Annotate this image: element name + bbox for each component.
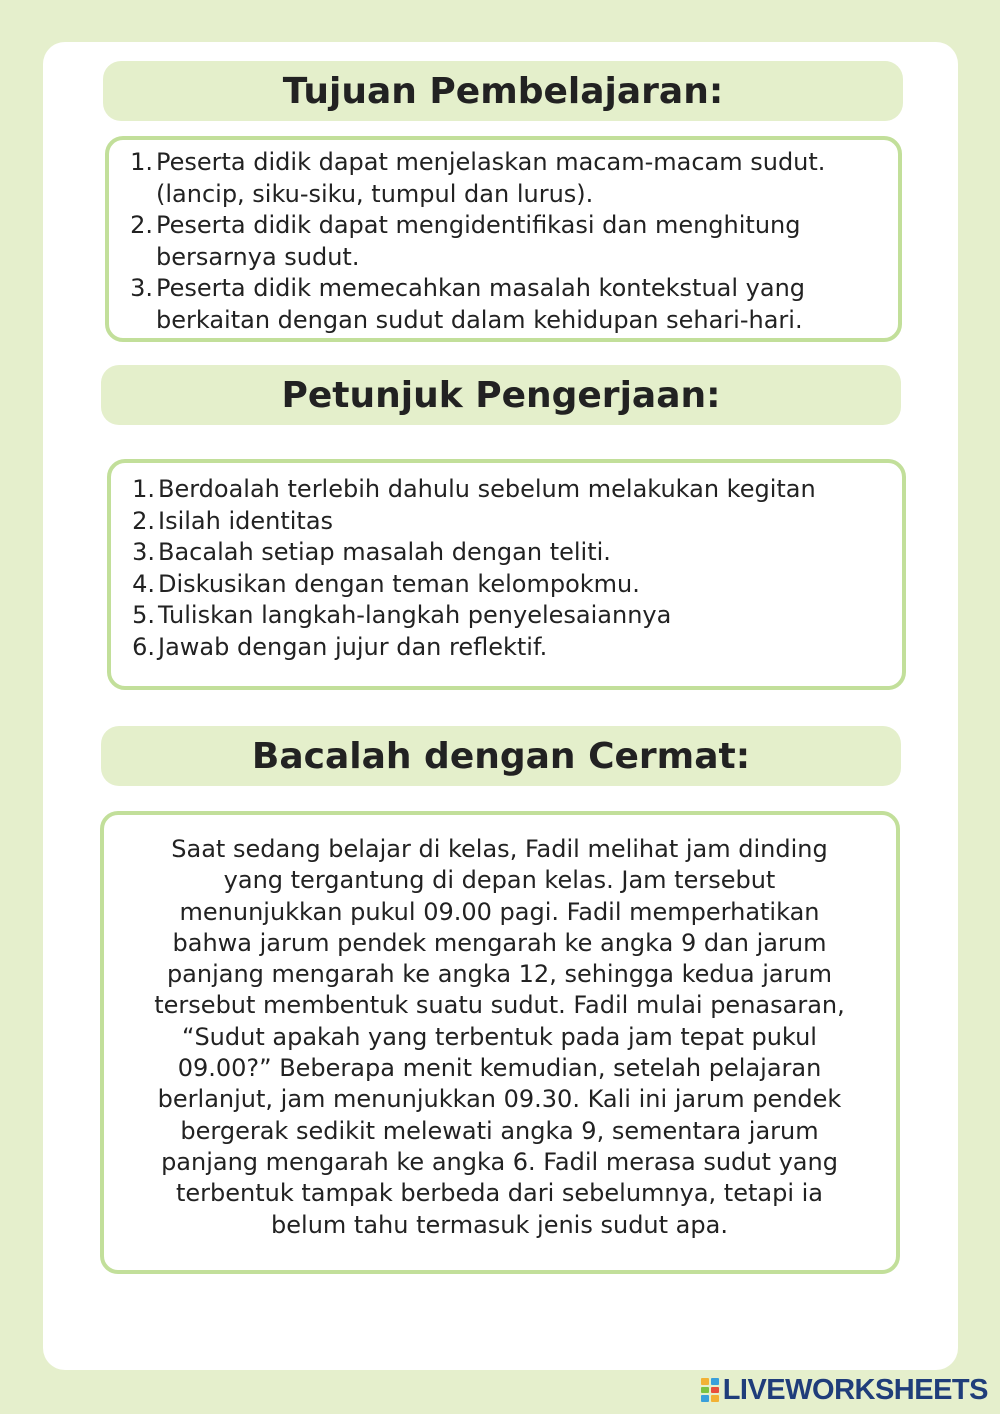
list-item-number: 3.	[130, 274, 153, 302]
list-item	[129, 273, 909, 336]
story-line: bergerak sedikit melewati angka 9, sementara jarum	[180, 1116, 819, 1145]
list-item	[131, 506, 911, 538]
list-item-text: Peserta didik dapat mengidentifikasi dan menghitung bersarnya sudut.	[156, 211, 801, 271]
list-item-number: 1.	[132, 475, 155, 503]
heading-text: Bacalah dengan Cermat:	[251, 735, 751, 777]
story-line: yang tergantung di depan kelas. Jam tersebut	[223, 866, 776, 895]
liveworksheets-logo-icon	[701, 1378, 719, 1402]
story-text	[103, 834, 896, 1241]
list-item-number: 2.	[130, 211, 153, 239]
list-item	[131, 632, 911, 664]
list-item	[131, 537, 911, 569]
heading-tujuan-pembelajaran	[103, 61, 903, 121]
story-line: panjang mengarah ke angka 12, sehingga kedua jarum	[166, 960, 833, 989]
list-item	[131, 600, 911, 632]
petunjuk-list	[131, 474, 911, 663]
tujuan-list	[129, 147, 909, 336]
liveworksheets-brand[interactable]	[701, 1372, 988, 1408]
heading-bacalah-dengan-cermat	[101, 726, 901, 786]
story-line: 09.00?” Beberapa menit kemudian, setelah pelajaran	[177, 1054, 822, 1083]
list-item-text: Diskusikan dengan teman kelompokmu.	[158, 569, 640, 598]
story-line: belum tahu termasuk jenis sudut apa.	[271, 1210, 728, 1239]
story-line: tersebut membentuk suatu sudut. Fadil mulai penasaran,	[154, 991, 845, 1020]
story-line: panjang mengarah ke angka 6. Fadil merasa sudut yang	[161, 1147, 838, 1176]
heading-text: Tujuan Pembelajaran:	[282, 70, 724, 112]
list-item	[129, 147, 909, 210]
list-item-text: Tuliskan langkah-langkah penyelesaiannya	[158, 601, 672, 629]
list-item-number: 1.	[130, 148, 153, 176]
story-line: Saat sedang belajar di kelas, Fadil melihat jam dinding	[171, 835, 828, 863]
story-line: terbentuk tampak berbeda dari sebelumnya, tetapi ia	[175, 1179, 823, 1208]
list-item-text: Bacalah setiap masalah dengan teliti.	[158, 538, 611, 566]
list-item-number: 6.	[132, 632, 155, 661]
story-line: berlanjut, jam menunjukkan 09.30. Kali ini jarum pendek	[157, 1085, 842, 1114]
list-item-number: 2.	[132, 506, 155, 535]
list-item-number: 5.	[132, 601, 155, 629]
tujuan-box	[105, 136, 902, 342]
brand-wordmark: LIVEWORKSHEETS	[722, 1373, 988, 1406]
heading-text: Petunjuk Pengerjaan:	[281, 374, 721, 416]
list-item-number: 3.	[132, 538, 155, 566]
list-item-text: Peserta didik dapat menjelaskan macam-macam sudut. (lancip, siku-siku, tumpul dan lurus).	[156, 148, 826, 208]
story-line: “Sudut apakah yang terbentuk pada jam tepat pukul	[182, 1022, 817, 1051]
story-line: menunjukkan pukul 09.00 pagi. Fadil memperhatikan	[179, 897, 820, 926]
list-item	[131, 474, 911, 506]
list-item-number: 4.	[132, 569, 155, 598]
list-item-text: Peserta didik memecahkan masalah kontekstual yang berkaitan dengan sudut dalam kehidupan sehari-hari.	[156, 274, 806, 334]
list-item-text: Jawab dengan jujur dan reflektif.	[158, 632, 548, 661]
list-item-text: Isilah identitas	[158, 506, 334, 535]
story-line: bahwa jarum pendek mengarah ke angka 9 dan jarum	[172, 928, 827, 957]
list-item	[131, 569, 911, 601]
list-item	[129, 210, 909, 273]
list-item-text: Berdoalah terlebih dahulu sebelum melakukan kegitan	[158, 475, 816, 503]
heading-petunjuk-pengerjaan	[101, 365, 901, 425]
petunjuk-box	[107, 459, 906, 690]
